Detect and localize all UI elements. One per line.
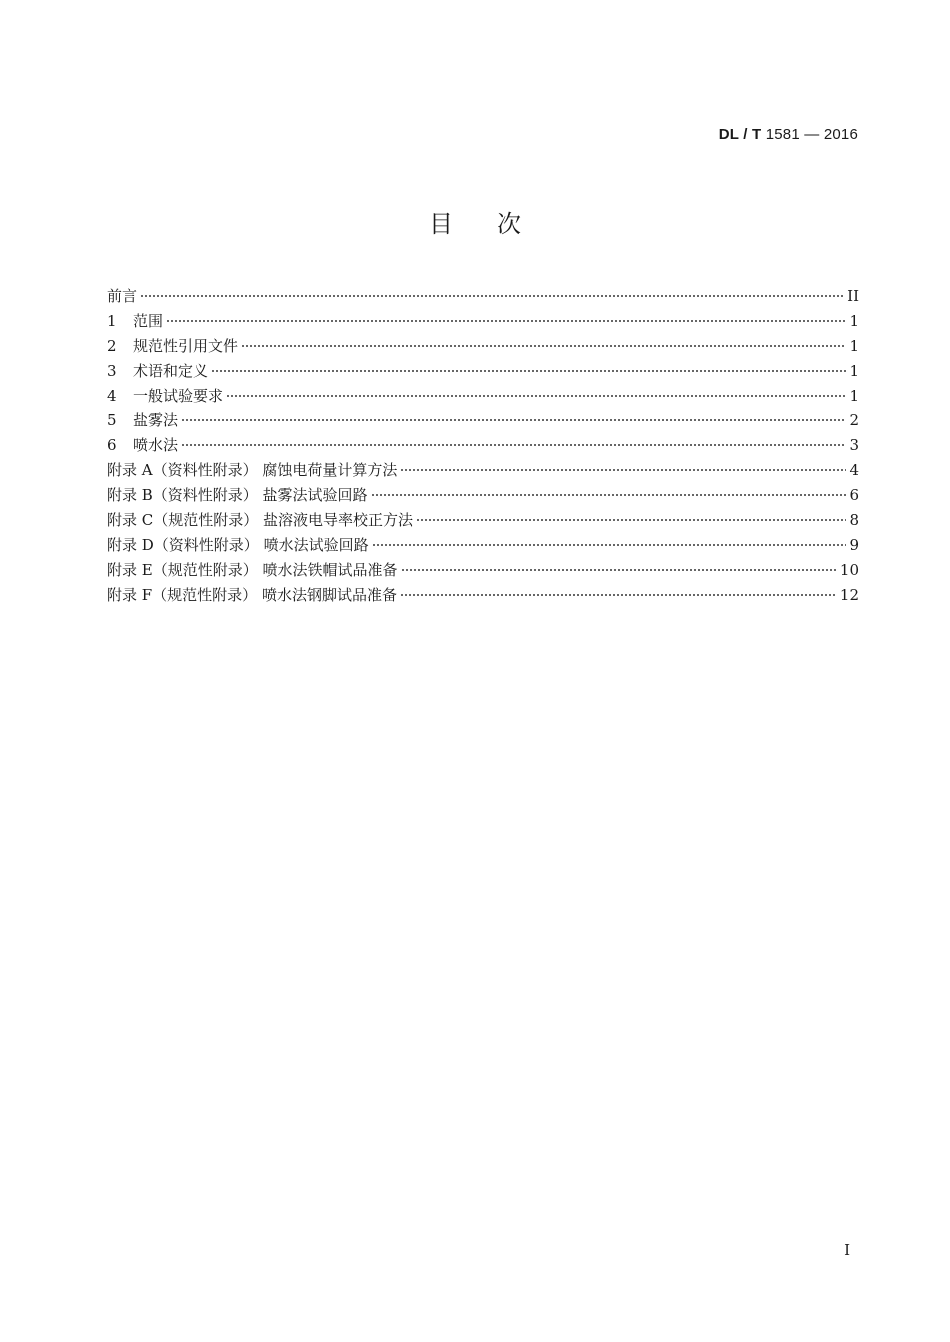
toc-entry-page: 1 [849, 386, 859, 405]
toc-entry-label: 范围 [133, 311, 164, 330]
toc-entry-label: 附录 A（资料性附录） 腐蚀电荷量计算方法 [107, 461, 398, 480]
toc-entry-appendix-e[interactable] [107, 558, 859, 583]
toc-entry-label: 附录 E（规范性附录） 喷水法铁帽试品准备 [107, 560, 398, 579]
toc-entry-page: 2 [849, 411, 859, 430]
toc-leader-dots [181, 444, 846, 446]
toc-entry-label: 规范性引用文件 [133, 336, 239, 355]
toc-entry-page: 9 [849, 535, 859, 554]
toc-entry-1[interactable] [107, 309, 859, 334]
toc-entry-5[interactable] [107, 408, 859, 433]
toc-entry-page: 6 [849, 486, 859, 505]
toc-leader-dots [416, 519, 846, 521]
page-number: I [844, 1241, 850, 1259]
toc-entry-number: 3 [107, 361, 117, 380]
toc-leader-dots [226, 395, 846, 397]
toc-entry-page: 1 [849, 336, 859, 355]
standard-code [719, 126, 858, 143]
toc-entry-appendix-d[interactable] [107, 533, 859, 558]
toc-leader-dots [371, 494, 847, 496]
toc-entry-2[interactable] [107, 334, 859, 359]
toc-entry-number: 2 [107, 336, 117, 355]
toc-entry-4[interactable] [107, 384, 859, 409]
toc-leader-dots [166, 320, 846, 322]
toc-entry-3[interactable] [107, 359, 859, 384]
toc-entry-appendix-a[interactable] [107, 458, 859, 483]
standard-number: 1581 — 2016 [761, 126, 858, 143]
toc-entry-label: 附录 F（规范性附录） 喷水法钢脚试品准备 [107, 585, 397, 604]
toc-entry-page: 1 [849, 311, 859, 330]
toc-leader-dots [401, 569, 837, 571]
toc-entry-appendix-c[interactable] [107, 508, 859, 533]
toc-entry-appendix-b[interactable] [107, 483, 859, 508]
toc-entry-foreword[interactable] [107, 284, 859, 309]
toc-entry-label: 附录 C（规范性附录） 盐溶液电导率校正方法 [107, 511, 414, 530]
table-of-contents [107, 284, 859, 608]
toc-entry-page: 12 [839, 585, 859, 604]
toc-entry-number: 5 [107, 411, 117, 430]
standard-separator: / [738, 126, 752, 143]
toc-leader-dots [181, 419, 846, 421]
toc-entry-label: 喷水法 [133, 436, 179, 455]
toc-entry-label: 盐雾法 [133, 411, 179, 430]
toc-leader-dots [241, 345, 846, 347]
toc-entry-label: 附录 B（资料性附录） 盐雾法试验回路 [107, 486, 368, 505]
toc-entry-page: 4 [849, 461, 859, 480]
standard-prefix: DL [718, 126, 739, 143]
toc-entry-label: 前言 [107, 287, 138, 305]
toc-entry-page: 1 [849, 361, 859, 380]
standard-letter: T [751, 126, 762, 143]
toc-entry-label: 一般试验要求 [133, 386, 224, 405]
toc-entry-label: 术语和定义 [133, 361, 209, 380]
toc-leader-dots [400, 594, 837, 596]
toc-entry-number: 6 [107, 436, 117, 455]
page-title: 目次 [429, 210, 565, 238]
toc-entry-page: 10 [839, 560, 859, 579]
toc-entry-appendix-f[interactable] [107, 583, 859, 608]
toc-entry-page: II [847, 287, 859, 305]
toc-entry-6[interactable] [107, 433, 859, 458]
toc-entry-number: 4 [107, 386, 117, 405]
toc-leader-dots [372, 544, 847, 546]
toc-leader-dots [140, 295, 844, 297]
toc-entry-page: 3 [849, 436, 859, 455]
toc-leader-dots [211, 370, 846, 372]
toc-entry-label: 附录 D（资料性附录） 喷水法试验回路 [107, 535, 369, 554]
toc-entry-number: 1 [107, 311, 117, 330]
toc-entry-page: 8 [849, 511, 859, 530]
toc-leader-dots [400, 469, 846, 471]
